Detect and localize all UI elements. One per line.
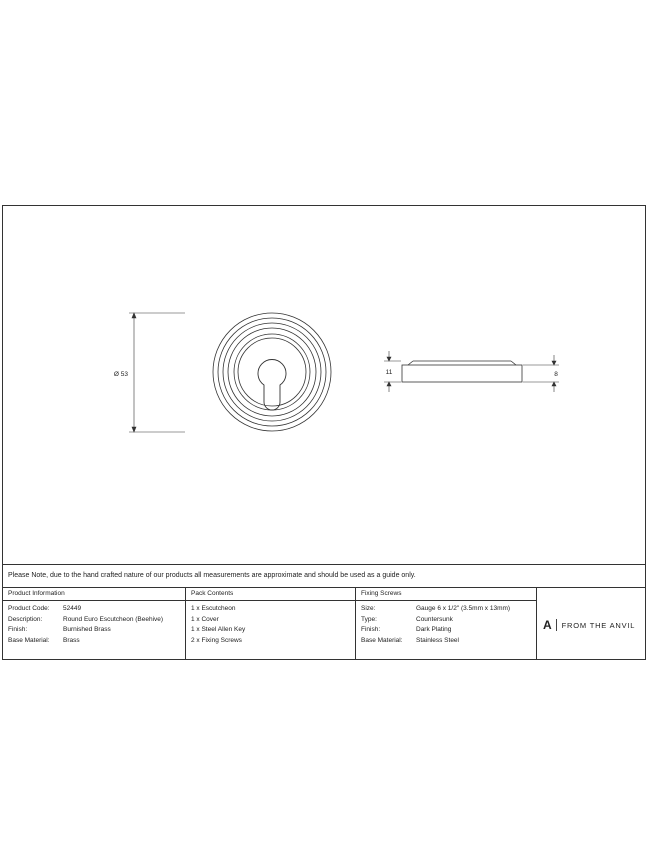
spec-value: 52449	[63, 605, 82, 612]
spec-value: Stainless Steel	[416, 636, 459, 644]
spec-label: Base Material:	[8, 636, 50, 644]
spec-row	[356, 636, 536, 647]
product-info-header: Product Information	[3, 588, 185, 601]
product-info-section	[3, 588, 186, 660]
technical-drawing	[3, 206, 647, 564]
spec-table	[3, 587, 645, 659]
fixing-screws-section	[356, 588, 537, 660]
pack-item: 1 x Cover	[191, 615, 219, 623]
brand-logo	[543, 618, 635, 632]
spec-label: Finish:	[361, 626, 381, 633]
spec-row	[356, 604, 536, 615]
pack-contents-header: Pack Contents	[186, 588, 355, 601]
escutcheon-side-view	[402, 361, 522, 382]
spec-label: Size:	[361, 605, 376, 612]
spec-label: Product Code:	[8, 605, 50, 612]
fixing-screws-header: Fixing Screws	[356, 588, 536, 601]
spec-value: Burnished Brass	[63, 626, 111, 633]
spec-row	[356, 615, 536, 626]
spec-label: Description:	[8, 615, 43, 623]
pack-contents-section	[186, 588, 356, 660]
spec-label: Type:	[361, 615, 377, 623]
spec-row	[3, 636, 185, 647]
brand-section	[537, 588, 645, 660]
brand-name: FROM THE ANVIL	[561, 620, 636, 630]
anvil-logo-icon: A	[543, 618, 552, 632]
drawing-sheet	[2, 205, 646, 660]
drawing-canvas	[3, 206, 647, 564]
euro-keyhole	[258, 360, 286, 410]
spec-row	[356, 625, 536, 636]
measurement-note: Please Note, due to the hand crafted nature of our products all measurements are approximate and should be used as a guide only.	[3, 564, 645, 588]
diameter-dimension	[129, 313, 185, 432]
spec-value: Dark Plating	[416, 626, 452, 633]
diameter-label: Ø 53	[113, 371, 128, 378]
spec-value: Round Euro Escutcheon (Beehive)	[63, 615, 164, 623]
spec-value: Brass	[63, 636, 80, 644]
spec-label: Finish:	[8, 626, 28, 633]
thickness-label: 11	[385, 369, 393, 376]
pack-item: 1 x Escutcheon	[191, 605, 236, 612]
spec-row	[3, 625, 185, 636]
spec-row	[3, 615, 185, 626]
spec-value: Countersunk	[416, 615, 453, 623]
plate-label: 8	[554, 371, 558, 378]
spec-label: Base Material:	[361, 636, 403, 644]
spec-row	[3, 604, 185, 615]
spec-value: Gauge 6 x 1/2" (3.5mm x 13mm)	[416, 605, 511, 612]
escutcheon-front-view	[213, 313, 331, 431]
logo-divider	[556, 619, 557, 631]
pack-item: 2 x Fixing Screws	[191, 636, 242, 644]
pack-item: 1 x Steel Allen Key	[191, 626, 246, 633]
